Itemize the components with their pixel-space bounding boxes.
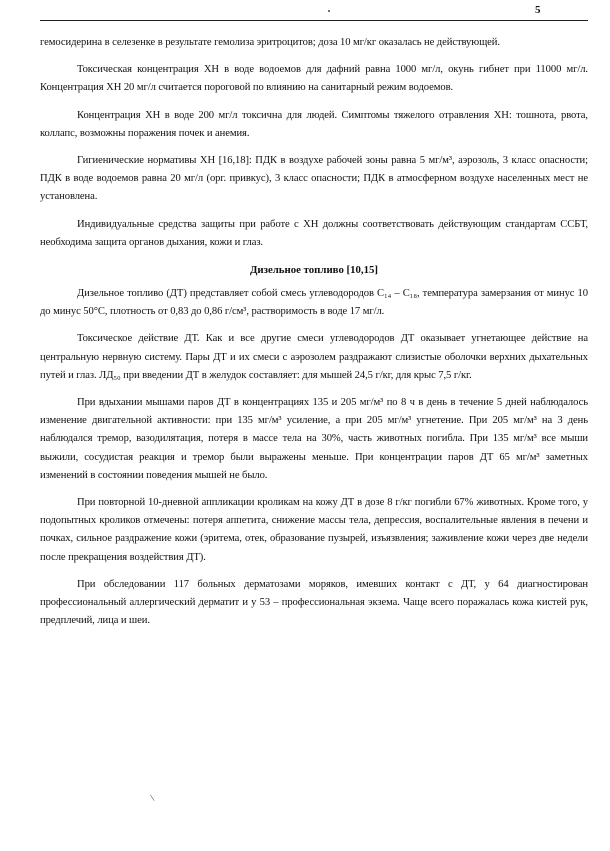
- page-content: [40, 34, 588, 639]
- paragraph-inhalation-study: При вдыхании мышами паров ДТ в концентрациях 135 и 205 мг/м³ по 8 ч в день в течение 5 дней наблюдалось изменение двигательной активности: при 135 мг/м³ усиление, а при 205 мг/м³ угнетение. При 205 мг/м³ на 3 день наблюдался тремор, вазодилятация, потеря в массе тела на 30%, часть животных погибла. При 135 мг/м³ все мыши выжили, сосудистая реакция и тремор были выражены меньше. При концентрации паров ДТ 65 мг/м³ заметных изменений в состоянии поведения мышей не было.: [40, 397, 588, 481]
- paragraph-hygienic-norms: Гигиенические нормативы ХН [16,18]: ПДК в воздухе рабочей зоны равна 5 мг/м³, аэрозоль, 3 класс опасности; ПДК в воде водоемов равна 20 мг/л (орг. привкус), 3 класс опасности; ПДК в атмосферном воздухе населенных мест не установлена.: [40, 155, 588, 203]
- header-rule: [40, 20, 588, 21]
- section-title: Дизельное топливо [10,15]: [249, 264, 379, 277]
- paragraph-skin-application: При повторной 10-дневной аппликации кроликам на кожу ДТ в дозе 8 г/кг погибли 67% животных. Кроме того, у подопытных кроликов отмечены: потеря аппетита, снижение массы тела, депрессия, воспалительные явления в печени и почках, сильное раздражение кожи (эритема, отек, образование пузырей, изъязвления; заживление кожи через две недели после прекращения воздействия ДТ).: [40, 497, 588, 563]
- paragraph-diesel-description: Дизельное топливо (ДТ) представляет собой смесь углеводородов C₁₄ – C₁₈, температура замерзания от минус 10 до минус 50°С, плотность от 0,83 до 0,86 г/см³, растворимость в воде 17 мг/л.: [40, 288, 588, 318]
- margin-mark: \: [149, 792, 156, 805]
- paragraph-protective-equipment: Индивидуальные средства защиты при работе с ХН должны соответствовать действующим стандартам ССБТ, необходима защита органов дыхания, кожи и глаз.: [40, 218, 588, 248]
- paragraph-continuation: гемосидерина в селезенке в результате гемолиза эритроцитов; доза 10 мг/кг оказалась не действующей.: [40, 37, 500, 48]
- page-number: 5: [535, 4, 541, 16]
- paragraph-sailors-survey: При обследовании 117 больных дерматозами моряков, имевших контакт с ДТ, у 64 диагностирован профессиональный аллергический дерматит и у 53 – профессиональная экзема. Чаще всего поражалась кожа кистей рук, предплечий, лица и шеи.: [40, 578, 588, 627]
- paragraph-toxic-for-humans: Концентрация ХН в воде 200 мг/л токсична для людей. Симптомы тяжелого отравления ХН: тошнота, рвота, коллапс, возможны поражения почек и анемия.: [40, 109, 588, 139]
- scan-speck: [328, 10, 330, 12]
- paragraph-diesel-toxic-action: Токсическое действие ДТ. Как и все другие смеси углеводородов ДТ оказывает угнетающее действие на центральную нервную систему. Пары ДТ и их смеси с аэрозолем раздражают слизистые оболочки верхних дыхательных путей и глаз. ЛД₅₀ при введении ДТ в желудок составляет: для мышей 24,5 г/кг, для крыс 7,5 г/кг.: [40, 333, 588, 381]
- paragraph-toxic-concentration-water: Токсическая концентрация ХН в воде водоемов для дафний равна 1000 мг/л, окунь гибнет при 11000 мг/л. Концентрация ХН 20 мг/л считается пороговой по влиянию на санитарный режим водоемов.: [40, 64, 588, 94]
